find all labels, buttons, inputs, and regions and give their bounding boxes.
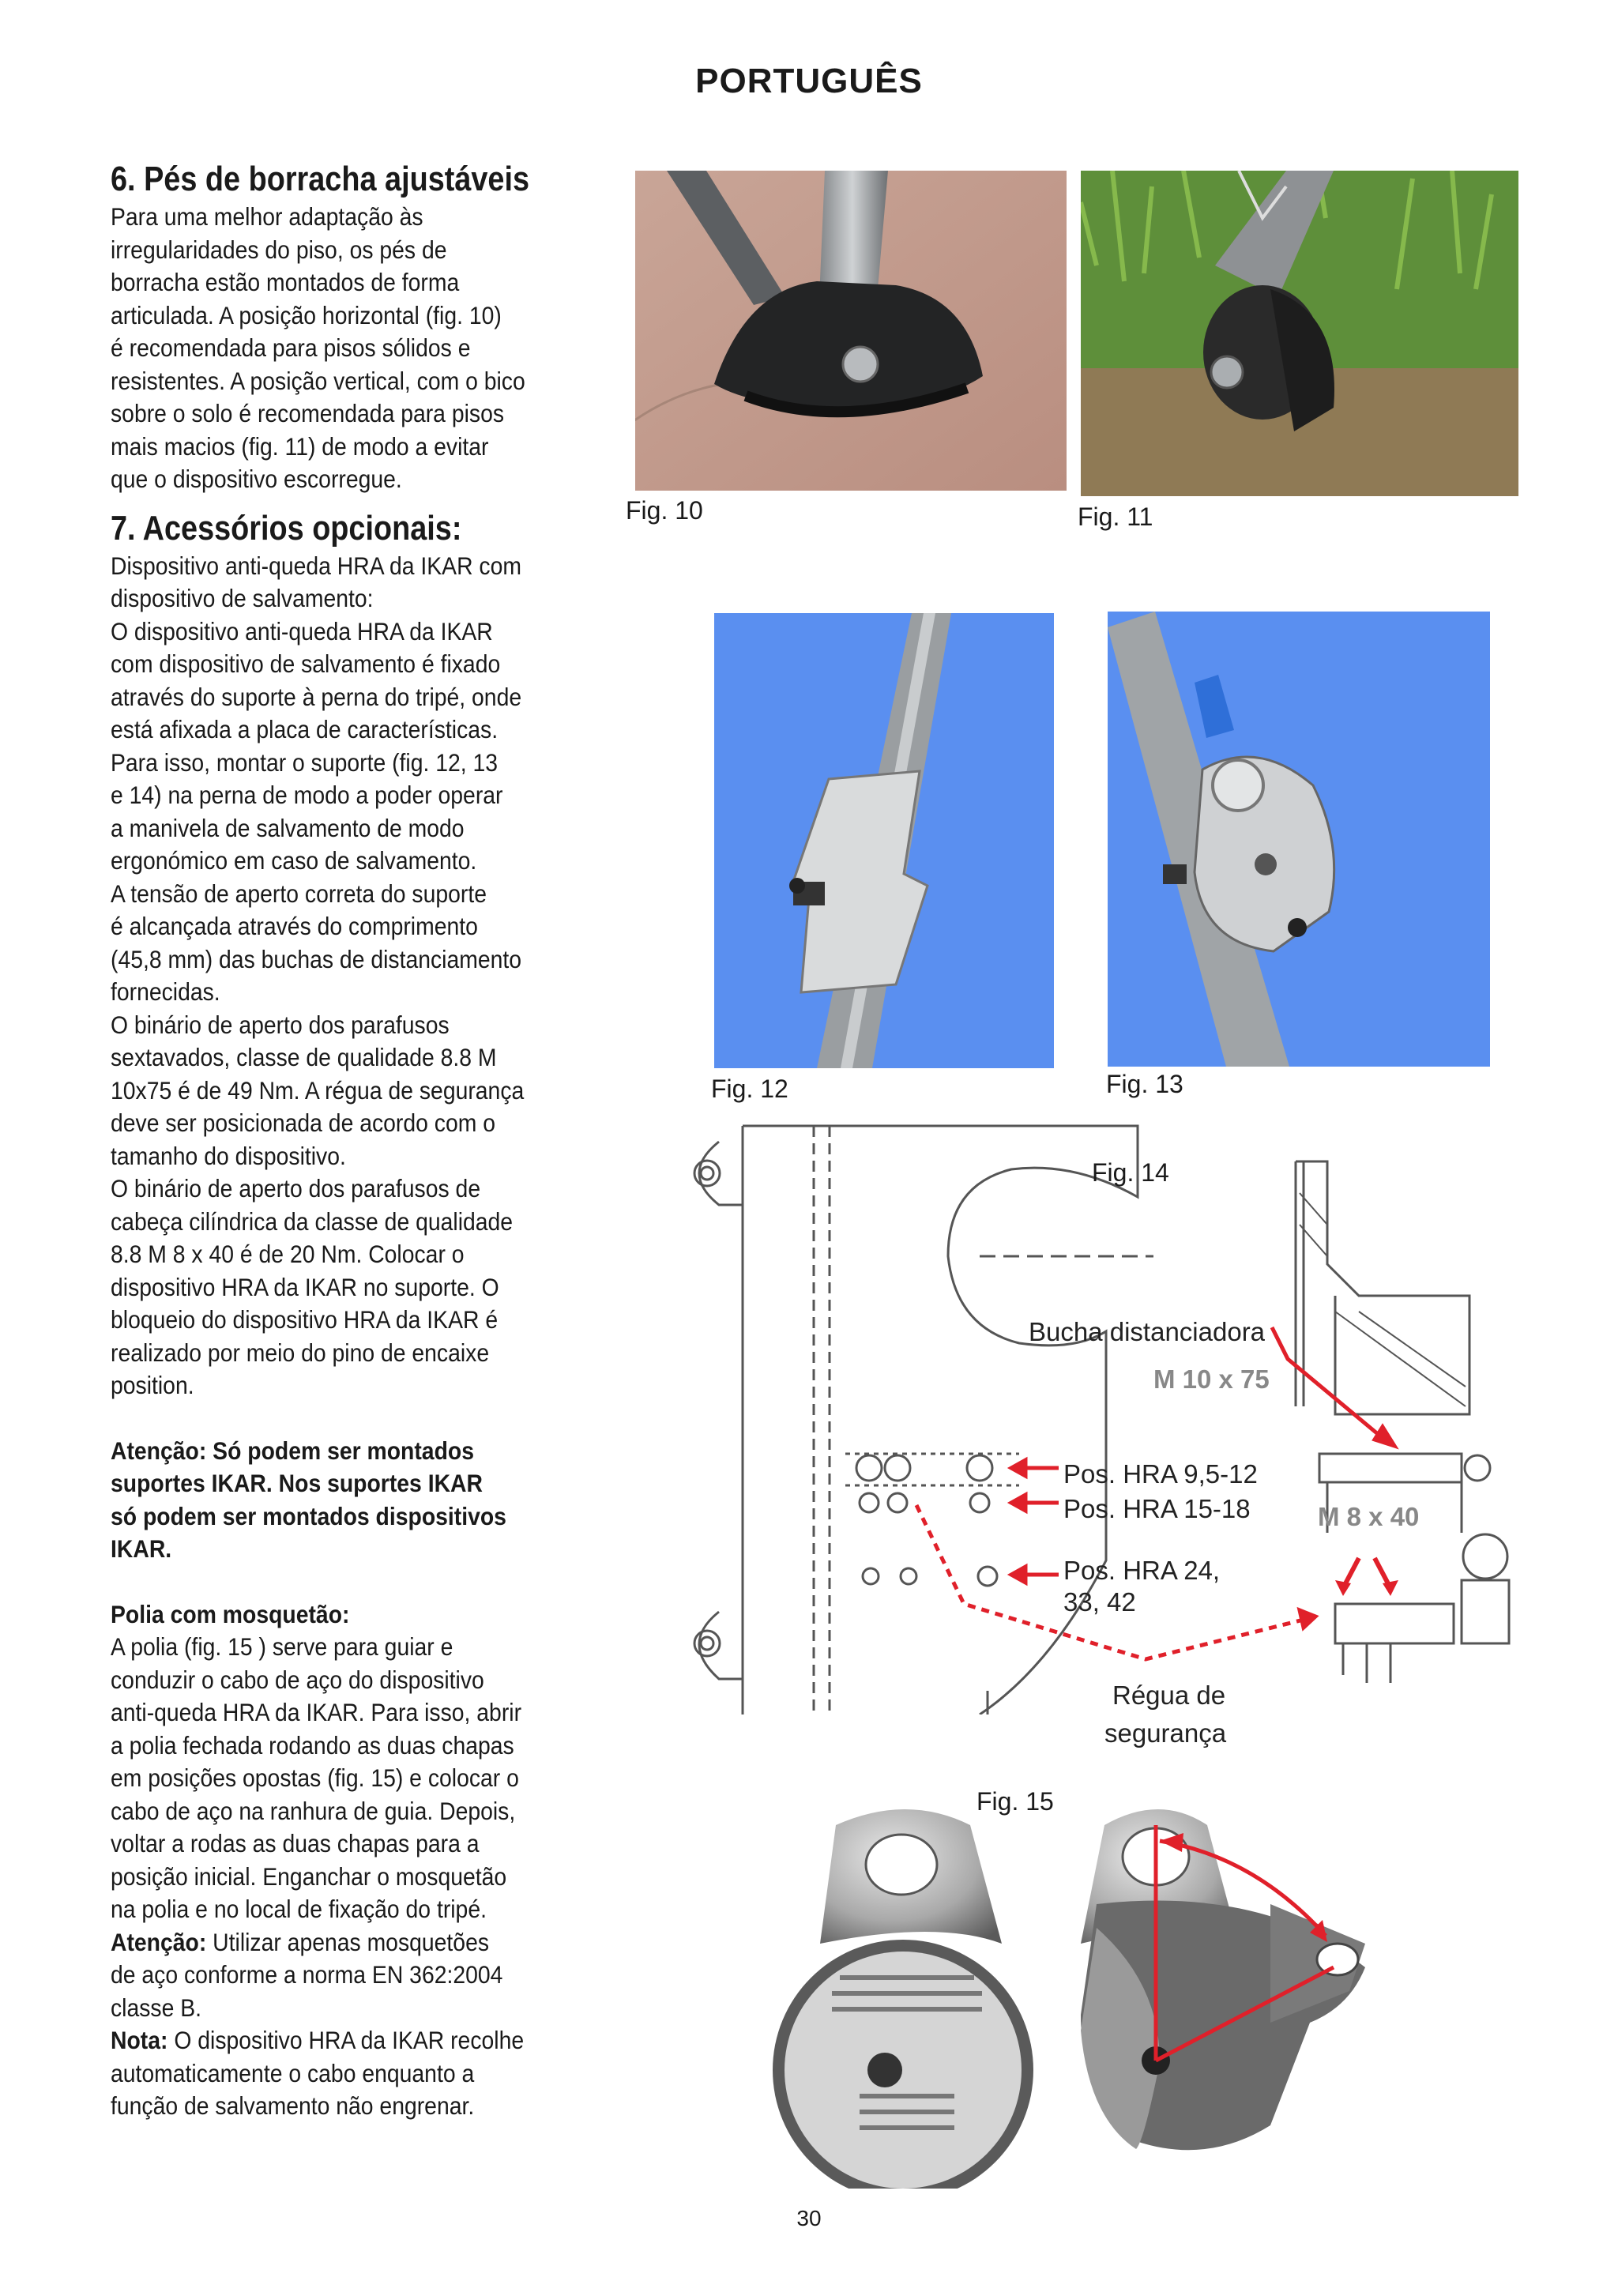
page-heading: PORTUGUÊS [695,62,923,100]
pulley-line: a polia fechada rodando as duas chapas [111,1730,514,1760]
fig-15-photo [765,1809,1381,2189]
label-pos-3b: 33, 42 [1063,1587,1136,1617]
attention-line-label: Atenção: [111,1927,207,1956]
label-pos-2: Pos. HRA 15-18 [1063,1494,1251,1523]
section-7-line: bloqueio do dispositivo HRA da IKAR é [111,1305,499,1334]
section-7-line: O binário de aperto dos parafusos de [111,1174,481,1203]
warning-line: suportes IKAR. Nos suportes IKAR [111,1469,483,1497]
fig-13-caption: Fig. 13 [1106,1070,1183,1098]
pulley-line: na polia e no local de fixação do tripé. [111,1895,487,1923]
label-regua-b: segurança [1104,1718,1227,1748]
section-6-title: 6. Pés de borracha ajustáveis [111,160,530,198]
section-7-line: realizado por meio do pino de encaixe [111,1338,490,1367]
section-7-line: dispositivo HRA da IKAR no suporte. O [111,1272,499,1301]
warning-line: Atenção: Só podem ser montados [111,1436,474,1465]
note-line [111,2057,537,2091]
section-7-line: O binário de aperto dos parafusos [111,1010,450,1039]
text-column [111,158,585,2123]
section-6-line: Para uma melhor adaptação às [111,202,423,231]
section-7-line: tamanho do dispositivo. [111,1141,346,1170]
fig-14-diagram [648,1114,1548,1714]
attention-line [111,1992,537,2025]
pulley-line: conduzir o cabo de aço do dispositivo [111,1665,484,1694]
section-6-line: irregularidades do piso, os pés de [111,235,447,264]
label-pos-1: Pos. HRA 9,5-12 [1063,1459,1258,1489]
note-block [111,2024,585,2123]
attention-line [111,1959,537,1992]
pulley-title: Polia com mosquetão: [111,1599,350,1628]
section-7-body [111,550,585,1402]
warning-line: IKAR. [111,1534,172,1563]
section-7-line: é alcançada através do comprimento [111,912,478,940]
pulley-line: em posições opostas (fig. 15) e colocar o [111,1763,519,1792]
section-7-line: O dispositivo anti-queda HRA da IKAR [111,616,493,646]
note-line-text: automaticamente o cabo enquanto a [111,2058,475,2087]
pulley-line: anti-queda HRA da IKAR. Para isso, abrir [111,1698,522,1726]
section-7-line: a manivela de salvamento de modo [111,813,465,842]
section-7-line: dispositivo de salvamento: [111,584,374,612]
attention-line [111,1926,537,1959]
section-6-body [111,201,585,496]
section-6-line: borracha estão montados de forma [111,268,460,296]
section-7-line: Dispositivo anti-queda HRA da IKAR com [111,551,522,580]
fig-10-caption: Fig. 10 [626,496,703,525]
section-7-title: 7. Acessórios opcionais: [111,508,462,548]
warning-line: só podem ser montados dispositivos [111,1501,506,1530]
label-bucha: Bucha distanciadora [1029,1317,1266,1346]
section-7-line: através do suporte à perna do tripé, onde [111,682,522,711]
label-m10: M 10 x 75 [1153,1364,1270,1394]
section-7-line: e 14) na perna de modo a poder operar [111,781,503,809]
section-7-line: ergonómico em caso de salvamento. [111,846,477,875]
note-line-text: função de salvamento não engrenar. [111,2091,475,2120]
page-number: 30 [796,2206,822,2230]
warning-block [111,1435,585,1566]
fig-12-caption: Fig. 12 [711,1075,788,1103]
section-7-line: cabeça cilíndrica da classe de qualidade [111,1206,514,1236]
section-7-line: Para isso, montar o suporte (fig. 12, 13 [111,747,499,777]
section-7-line: deve ser posicionada de acordo com o [111,1108,495,1137]
note-line [111,2090,537,2123]
section-7-line: com dispositivo de salvamento é fixado [111,649,501,678]
section-6-line: que o dispositivo escorregue. [111,465,402,493]
pulley-line: A polia (fig. 15 ) serve para guiar e [111,1632,453,1661]
section-6-line: sobre o solo é recomendada para pisos [111,399,505,427]
fig-12-photo [714,613,1054,1068]
attention-line-text: Utilizar apenas mosquetões [206,1927,490,1956]
pulley-body [111,1631,585,1926]
pulley-line: cabo de aço na ranhura de guia. Depois, [111,1796,516,1825]
fig-13-photo [1108,612,1490,1067]
section-7-line: 10x75 é de 49 Nm. A régua de segurança [111,1075,525,1105]
note-line-label: Nota: [111,2026,168,2054]
attention-block [111,1926,585,2025]
section-7-line: sextavados, classe de qualidade 8.8 M [111,1043,497,1071]
label-m8: M 8 x 40 [1318,1502,1420,1531]
attention-line-text: classe B. [111,1993,202,2022]
pulley-line: voltar a rodas as duas chapas para a [111,1829,480,1858]
section-7-line: 8.8 M 8 x 40 é de 20 Nm. Colocar o [111,1240,465,1268]
fig-10-photo [635,171,1067,491]
section-6-line: mais macios (fig. 11) de modo a evitar [111,431,489,461]
fig-11-photo [1081,171,1518,496]
pulley-line: posição inicial. Enganchar o mosquetão [111,1861,507,1891]
label-regua-a: Régua de [1112,1681,1226,1710]
section-7-line: position. [111,1371,194,1399]
section-7-line: A tensão de aperto correta do suporte [111,879,487,908]
section-6-line: articulada. A posição horizontal (fig. 10) [111,300,502,329]
fig-11-caption: Fig. 11 [1078,502,1153,531]
section-6-line: é recomendada para pisos sólidos e [111,333,471,362]
section-7-line: fornecidas. [111,977,220,1006]
fig-15-caption: Fig. 15 [976,1787,1054,1816]
note-line [111,2024,537,2057]
fig-14-caption: Fig. 14 [1092,1158,1169,1187]
note-line-text: O dispositivo HRA da IKAR recolhe [167,2026,525,2054]
attention-line-text: de aço conforme a norma EN 362:2004 [111,1960,503,1989]
section-7-line: está afixada a placa de características. [111,715,499,743]
section-7-line: (45,8 mm) das buchas de distanciamento [111,944,522,973]
section-6-line: resistentes. A posição vertical, com o bico [111,366,525,395]
label-pos-3a: Pos. HRA 24, [1063,1556,1221,1585]
